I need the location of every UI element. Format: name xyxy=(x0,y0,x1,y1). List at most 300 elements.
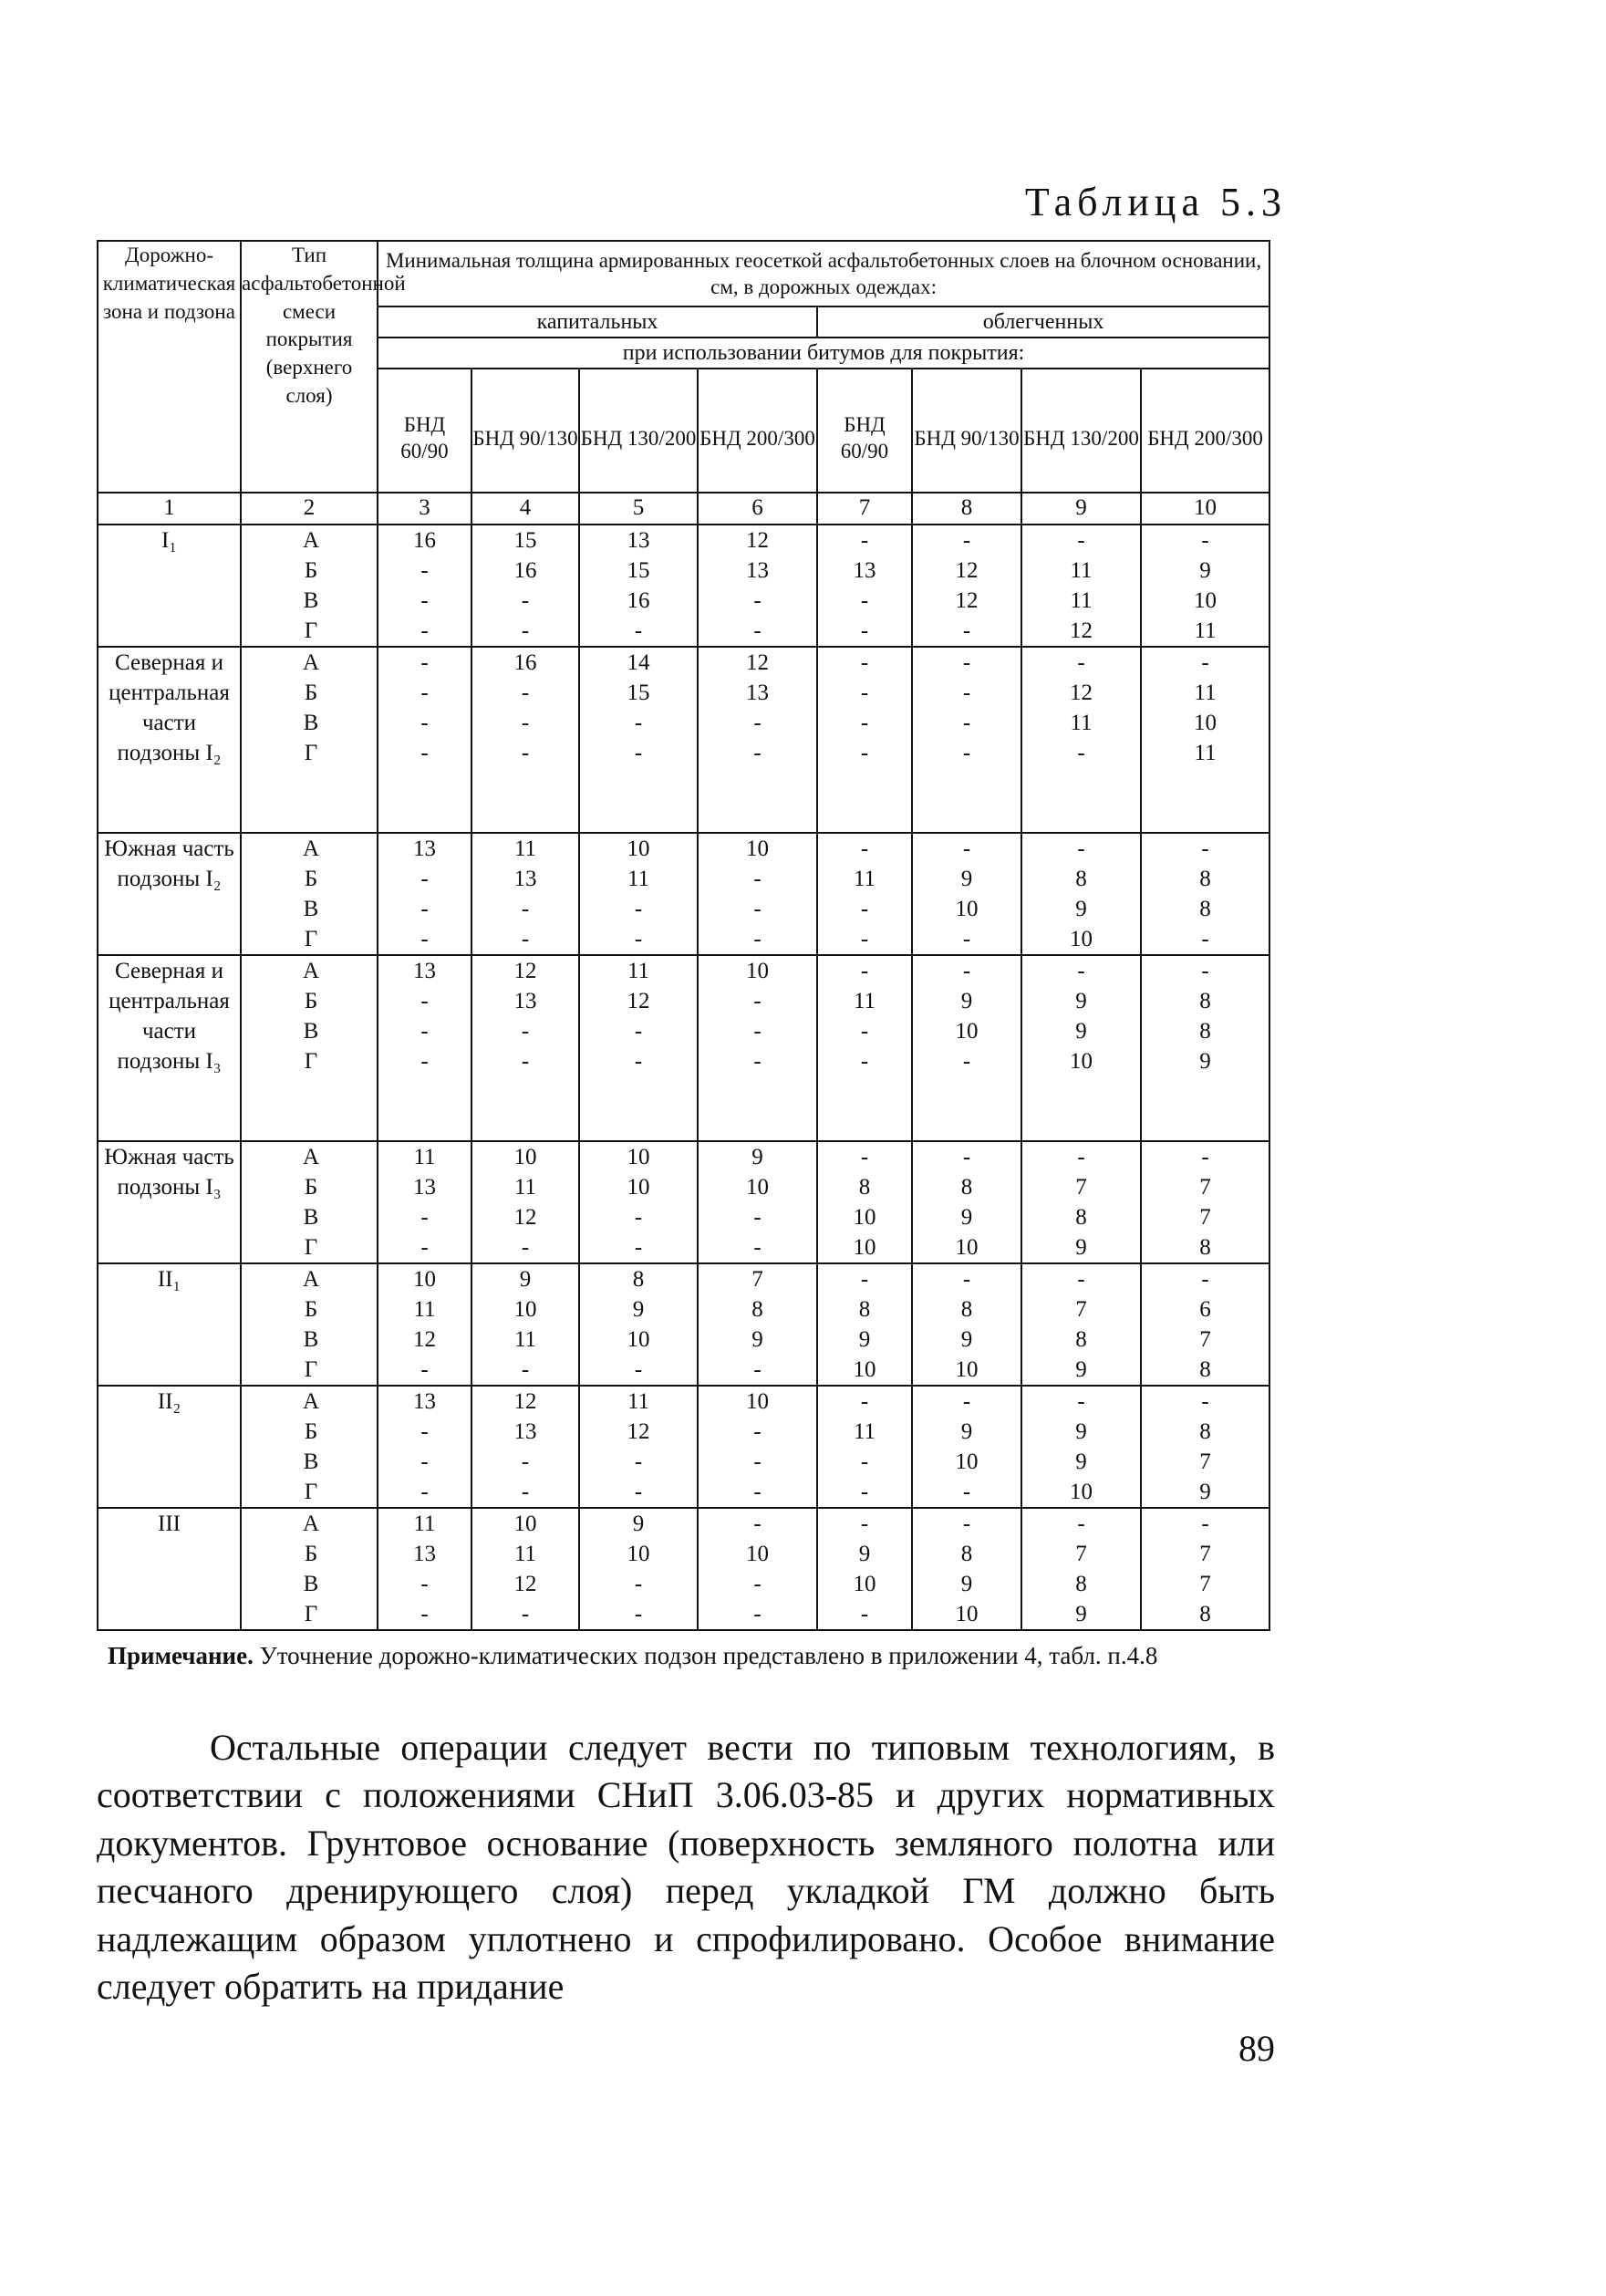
mix-type-cell xyxy=(241,1508,378,1630)
thickness-value: 7 xyxy=(1199,1571,1211,1596)
thickness-value: 9 xyxy=(1075,1018,1087,1044)
thickness-value: 9 xyxy=(1075,1234,1087,1260)
thickness-value: - xyxy=(420,1356,429,1382)
thickness-value: 7 xyxy=(1199,1204,1211,1230)
thickness-value: - xyxy=(962,680,971,705)
mix-type: Г xyxy=(304,618,318,643)
thickness-value: - xyxy=(521,710,530,735)
thickness-value: - xyxy=(962,958,971,983)
thickness-value: 9 xyxy=(960,1326,973,1352)
note-label: Примечание. xyxy=(108,1642,254,1669)
thickness-value: 16 xyxy=(413,527,436,553)
mix-type-cell xyxy=(241,833,378,955)
thickness-value: - xyxy=(962,1479,971,1504)
thickness-value: - xyxy=(753,896,762,921)
thickness-value: - xyxy=(962,527,971,553)
header-light: облегченных xyxy=(817,306,1269,338)
thickness-value: 12 xyxy=(1070,618,1093,643)
thickness-value: - xyxy=(1201,1266,1209,1292)
thickness-value: - xyxy=(634,926,643,951)
value-cell xyxy=(1141,525,1269,647)
table-container xyxy=(97,240,1269,1631)
page-number: 89 xyxy=(1238,2028,1275,2069)
mix-type-cell xyxy=(241,647,378,833)
value-cell xyxy=(1021,1263,1141,1386)
value-cell xyxy=(579,1386,698,1508)
table-row xyxy=(98,1386,1269,1508)
mix-type: В xyxy=(303,1449,319,1474)
thickness-value: 10 xyxy=(746,1388,769,1414)
column-number-row xyxy=(98,493,1269,525)
value-cell xyxy=(912,1141,1021,1263)
thickness-value: 11 xyxy=(627,958,650,983)
value-cell xyxy=(817,525,912,647)
thickness-value: - xyxy=(634,740,643,765)
thickness-value: 13 xyxy=(413,1174,436,1200)
thickness-value: - xyxy=(1077,1388,1085,1414)
value-cell xyxy=(1141,955,1269,1141)
thickness-value: 9 xyxy=(751,1144,763,1169)
thickness-value: 9 xyxy=(1199,1048,1211,1074)
thickness-value: 13 xyxy=(853,557,876,583)
thickness-value: 8 xyxy=(751,1296,763,1322)
value-cell xyxy=(817,1141,912,1263)
thickness-value: - xyxy=(753,710,762,735)
thickness-value: 10 xyxy=(955,1018,979,1044)
thickness-value: 8 xyxy=(1199,1601,1211,1626)
value-cell xyxy=(1021,955,1141,1141)
thickness-value: - xyxy=(521,680,530,705)
value-cell xyxy=(817,647,912,833)
thickness-value: - xyxy=(753,1204,762,1230)
thickness-value: - xyxy=(962,1048,971,1074)
thickness-value: 11 xyxy=(513,1541,537,1566)
thickness-value: - xyxy=(420,1018,429,1044)
thickness-value: - xyxy=(753,988,762,1013)
thickness-value: 11 xyxy=(1070,710,1093,735)
thickness-value: 9 xyxy=(1075,896,1087,921)
thickness-value: 8 xyxy=(632,1266,645,1292)
zone-cell: II₁ xyxy=(98,1263,241,1386)
value-cell xyxy=(698,1141,817,1263)
mix-type: Б xyxy=(304,1418,318,1444)
value-cell xyxy=(579,833,698,955)
thickness-value: - xyxy=(753,1571,762,1596)
thickness-value: - xyxy=(420,988,429,1013)
thickness-value: 10 xyxy=(1070,926,1093,951)
thickness-value: - xyxy=(753,1356,762,1382)
thickness-value: - xyxy=(1201,958,1209,983)
thickness-value: 11 xyxy=(853,866,876,891)
thickness-value: 10 xyxy=(746,1541,769,1566)
thickness-value: - xyxy=(962,926,971,951)
mix-type: Б xyxy=(304,1541,318,1566)
thickness-value: 13 xyxy=(413,1388,436,1414)
mix-type: Г xyxy=(304,1234,318,1260)
thickness-value: 15 xyxy=(513,527,537,553)
thickness-value: 10 xyxy=(1070,1048,1093,1074)
thickness-value: - xyxy=(634,1018,643,1044)
thickness-value: - xyxy=(1077,1144,1085,1169)
mix-type: А xyxy=(302,1388,320,1414)
thickness-value: 12 xyxy=(627,988,650,1013)
thickness-value: 9 xyxy=(960,1204,973,1230)
thickness-value: - xyxy=(753,1449,762,1474)
body-paragraph: Остальные операции следует вести по типовым технологиям, в соответствии с положениями СНиП 3.06.03-85 и других нормативных документов. Грунтовое основание (поверхность земляного полотна или песчаного дренирующего слоя) перед укладкой ГМ должно быть надлежащим образом уплотнено и спрофилировано. Особое внимание следует обратить на придание xyxy=(97,1727,1275,2007)
thickness-value: 11 xyxy=(413,1144,436,1169)
thickness-value: 8 xyxy=(1199,988,1211,1013)
mix-type-cell xyxy=(241,1263,378,1386)
value-cell xyxy=(817,955,912,1141)
thickness-value: 10 xyxy=(627,1326,650,1352)
thickness-value: 7 xyxy=(1075,1296,1087,1322)
mix-type: В xyxy=(303,896,319,921)
mix-type-cell xyxy=(241,525,378,647)
thickness-value: 10 xyxy=(955,1234,979,1260)
thickness-value: 12 xyxy=(513,958,537,983)
thickness-value: - xyxy=(860,680,869,705)
value-cell xyxy=(579,525,698,647)
table-row xyxy=(98,525,1269,647)
zone-cell: Южная часть подзоны I₂ xyxy=(98,833,241,955)
column-number: 2 xyxy=(241,493,378,525)
thickness-value: - xyxy=(860,926,869,951)
thickness-value: 11 xyxy=(513,1326,537,1352)
thickness-value: - xyxy=(420,926,429,951)
value-cell xyxy=(698,647,817,833)
thickness-value: - xyxy=(1201,1388,1209,1414)
zone-cell: III xyxy=(98,1508,241,1630)
thickness-value: 9 xyxy=(1075,1356,1087,1382)
thickness-value: 11 xyxy=(1194,740,1217,765)
thickness-value: 8 xyxy=(1075,866,1087,891)
value-cell xyxy=(378,1141,471,1263)
mix-type: Г xyxy=(304,926,318,951)
thickness-value: 9 xyxy=(1075,988,1087,1013)
thickness-value: 13 xyxy=(746,680,769,705)
thickness-value: 7 xyxy=(1199,1326,1211,1352)
mix-type-cell xyxy=(241,955,378,1141)
column-number: 4 xyxy=(471,493,579,525)
thickness-value: - xyxy=(860,958,869,983)
value-cell xyxy=(912,955,1021,1141)
thickness-value: 9 xyxy=(632,1296,645,1322)
thickness-value: - xyxy=(420,1449,429,1474)
thickness-value: - xyxy=(753,1601,762,1626)
thickness-value: 10 xyxy=(746,1174,769,1200)
thickness-value: - xyxy=(420,1479,429,1504)
thickness-value: 13 xyxy=(513,866,537,891)
thickness-value: - xyxy=(634,1571,643,1596)
thickness-value: - xyxy=(753,1048,762,1074)
value-cell xyxy=(912,1386,1021,1508)
thickness-value: 7 xyxy=(1075,1541,1087,1566)
thickness-value: 10 xyxy=(627,1144,650,1169)
value-cell xyxy=(1021,525,1141,647)
thickness-value: 9 xyxy=(858,1541,871,1566)
value-cell xyxy=(1141,1508,1269,1630)
value-cell xyxy=(378,833,471,955)
thickness-value: 10 xyxy=(513,1511,537,1536)
thickness-value: 8 xyxy=(1199,1356,1211,1382)
value-cell xyxy=(1021,1508,1141,1630)
value-cell xyxy=(817,1386,912,1508)
thickness-value: - xyxy=(634,1234,643,1260)
thickness-value: 8 xyxy=(1075,1571,1087,1596)
thickness-value: 16 xyxy=(513,557,537,583)
thickness-value: 8 xyxy=(1199,866,1211,891)
value-cell xyxy=(471,1508,579,1630)
thickness-value: - xyxy=(962,649,971,675)
thickness-value: 8 xyxy=(1075,1326,1087,1352)
thickness-value: 10 xyxy=(513,1144,537,1169)
table-row xyxy=(98,833,1269,955)
mix-type: В xyxy=(303,1018,319,1044)
column-number: 5 xyxy=(579,493,698,525)
thickness-value: - xyxy=(1077,836,1085,861)
thickness-value: 10 xyxy=(853,1356,876,1382)
thickness-value: - xyxy=(420,740,429,765)
value-cell xyxy=(1021,647,1141,833)
thickness-value: - xyxy=(753,740,762,765)
thickness-value: - xyxy=(420,649,429,675)
value-cell xyxy=(378,1386,471,1508)
thickness-value: 12 xyxy=(627,1418,650,1444)
thickness-value: 10 xyxy=(955,1449,979,1474)
thickness-value: 8 xyxy=(858,1296,871,1322)
value-cell xyxy=(1021,1386,1141,1508)
value-cell xyxy=(471,1263,579,1386)
thickness-value: - xyxy=(860,527,869,553)
mix-type: Г xyxy=(304,1048,318,1074)
thickness-value: 12 xyxy=(746,527,769,553)
thickness-value: - xyxy=(1077,1266,1085,1292)
thickness-value: - xyxy=(1201,1511,1209,1536)
thickness-value: 8 xyxy=(1075,1204,1087,1230)
thickness-value: - xyxy=(1077,740,1085,765)
thickness-value: - xyxy=(521,1018,530,1044)
thickness-value: 7 xyxy=(1199,1449,1211,1474)
thickness-value: 9 xyxy=(960,1571,973,1596)
thickness-value: 10 xyxy=(853,1234,876,1260)
thickness-value: - xyxy=(962,836,971,861)
thickness-value: 11 xyxy=(413,1296,436,1322)
mix-type: В xyxy=(303,710,319,735)
header-bnd-8: БНД 90/130 xyxy=(912,369,1021,493)
thickness-value: 12 xyxy=(955,557,979,583)
mix-type: В xyxy=(303,587,319,613)
thickness-value: - xyxy=(521,1048,530,1074)
value-cell xyxy=(1141,1386,1269,1508)
zone-cell: I₁ xyxy=(98,525,241,647)
thickness-value: - xyxy=(962,1266,971,1292)
value-cell xyxy=(912,1263,1021,1386)
thickness-value: 9 xyxy=(632,1511,645,1536)
thickness-value: - xyxy=(753,926,762,951)
thickness-value: - xyxy=(1201,527,1209,553)
thickness-value: - xyxy=(521,740,530,765)
thickness-value: - xyxy=(860,1511,869,1536)
thickness-value: - xyxy=(420,1048,429,1074)
thickness-value: - xyxy=(860,618,869,643)
thickness-value: 10 xyxy=(853,1571,876,1596)
thickness-value: - xyxy=(753,1479,762,1504)
column-number: 3 xyxy=(378,493,471,525)
zone-cell: Южная часть подзоны I₃ xyxy=(98,1141,241,1263)
thickness-value: - xyxy=(521,1356,530,1382)
thickness-value: - xyxy=(860,740,869,765)
thickness-value: 12 xyxy=(746,649,769,675)
value-cell xyxy=(912,525,1021,647)
thickness-value: - xyxy=(962,1144,971,1169)
thickness-value: - xyxy=(860,1388,869,1414)
thickness-value: - xyxy=(420,1418,429,1444)
zone-cell: Северная и центральная части подзоны I₂ xyxy=(98,647,241,833)
thickness-value: - xyxy=(420,866,429,891)
thickness-value: - xyxy=(420,1234,429,1260)
thickness-value: - xyxy=(753,1234,762,1260)
thickness-value: - xyxy=(860,896,869,921)
zone-cell: Северная и центральная части подзоны I₃ xyxy=(98,955,241,1141)
thickness-value: 9 xyxy=(960,988,973,1013)
thickness-value: 10 xyxy=(853,1204,876,1230)
thickness-value: - xyxy=(634,1601,643,1626)
thickness-value: - xyxy=(521,1234,530,1260)
thickness-value: 9 xyxy=(1199,557,1211,583)
thickness-value: - xyxy=(521,587,530,613)
mix-type-cell xyxy=(241,1386,378,1508)
thickness-value: 12 xyxy=(1070,680,1093,705)
thickness-value: - xyxy=(521,926,530,951)
value-cell xyxy=(698,525,817,647)
thickness-value: 11 xyxy=(413,1511,436,1536)
mix-type: Б xyxy=(304,1174,318,1200)
value-cell xyxy=(698,1263,817,1386)
thickness-value: 9 xyxy=(751,1326,763,1352)
value-cell xyxy=(471,833,579,955)
table-row xyxy=(98,1141,1269,1263)
thickness-value: 10 xyxy=(955,896,979,921)
thickness-value: - xyxy=(753,618,762,643)
thickness-value: - xyxy=(962,1511,971,1536)
thickness-value: 7 xyxy=(1199,1174,1211,1200)
thickness-value: 10 xyxy=(513,1296,537,1322)
column-number: 1 xyxy=(98,493,241,525)
mix-type: Б xyxy=(304,1296,318,1322)
thickness-value: - xyxy=(634,1048,643,1074)
thickness-value: 11 xyxy=(1070,557,1093,583)
thickness-value: 12 xyxy=(513,1204,537,1230)
header-bnd-5: БНД 130/200 xyxy=(579,369,698,493)
thickness-value: 8 xyxy=(960,1541,973,1566)
thickness-value: 11 xyxy=(627,866,650,891)
thickness-value: 13 xyxy=(513,1418,537,1444)
thickness-value: 8 xyxy=(960,1296,973,1322)
thickness-value: - xyxy=(860,587,869,613)
thickness-value: - xyxy=(753,1018,762,1044)
thickness-value: 10 xyxy=(1194,587,1217,613)
table-row xyxy=(98,955,1269,1141)
value-cell xyxy=(817,1508,912,1630)
value-cell xyxy=(698,1386,817,1508)
thickness-value: - xyxy=(420,587,429,613)
value-cell xyxy=(471,1386,579,1508)
mix-type: Г xyxy=(304,1356,318,1382)
table-note xyxy=(108,1640,1275,1672)
thickness-value: - xyxy=(860,1018,869,1044)
thickness-value: - xyxy=(962,710,971,735)
mix-type: Г xyxy=(304,1479,318,1504)
mix-type: А xyxy=(302,836,320,861)
thickness-value: - xyxy=(521,618,530,643)
value-cell xyxy=(912,1508,1021,1630)
column-number: 9 xyxy=(1021,493,1141,525)
thickness-value: - xyxy=(420,1571,429,1596)
thickness-value: 9 xyxy=(960,866,973,891)
table-row xyxy=(98,647,1269,833)
column-number: 6 xyxy=(698,493,817,525)
thickness-value: 12 xyxy=(413,1326,436,1352)
header-bitumen: при использовании битумов для покрытия: xyxy=(378,338,1269,369)
thickness-value: 10 xyxy=(413,1266,436,1292)
thickness-value: - xyxy=(420,680,429,705)
thickness-value: - xyxy=(420,1204,429,1230)
column-number: 10 xyxy=(1141,493,1269,525)
thickness-value: 10 xyxy=(955,1601,979,1626)
value-cell xyxy=(579,1141,698,1263)
thickness-value: - xyxy=(521,1479,530,1504)
thickness-value: - xyxy=(420,710,429,735)
thickness-value: 12 xyxy=(513,1388,537,1414)
table-title: Таблица 5.3 xyxy=(1024,180,1287,224)
thickness-value: - xyxy=(634,1204,643,1230)
note-text: Уточнение дорожно-климатических подзон представлено в приложении 4, табл. п.4.8 xyxy=(253,1642,1158,1669)
header-bnd-7: БНД 60/90 xyxy=(817,369,912,493)
thickness-value: - xyxy=(1077,958,1085,983)
mix-type: В xyxy=(303,1571,319,1596)
thickness-value: - xyxy=(860,1266,869,1292)
value-cell xyxy=(471,955,579,1141)
mix-type: А xyxy=(302,1266,320,1292)
thickness-value: - xyxy=(860,1048,869,1074)
value-cell xyxy=(698,955,817,1141)
value-cell xyxy=(471,525,579,647)
thickness-value: 16 xyxy=(627,587,650,613)
header-capital: капитальных xyxy=(378,306,817,338)
thickness-value: 10 xyxy=(627,836,650,861)
thickness-value: 16 xyxy=(513,649,537,675)
thickness-value: - xyxy=(634,710,643,735)
value-cell xyxy=(579,955,698,1141)
thickness-value: 9 xyxy=(519,1266,532,1292)
thickness-value: 8 xyxy=(1199,1018,1211,1044)
thickness-value: 10 xyxy=(1194,710,1217,735)
thickness-value: 7 xyxy=(1199,1541,1211,1566)
mix-type: А xyxy=(302,1511,320,1536)
value-cell xyxy=(912,833,1021,955)
thickness-table xyxy=(97,240,1270,1631)
thickness-value: - xyxy=(1077,527,1085,553)
header-zone: Дорожно-климатическая зона и подзона xyxy=(98,241,241,493)
mix-type: Б xyxy=(304,866,318,891)
header-bnd-6: БНД 200/300 xyxy=(698,369,817,493)
thickness-value: 13 xyxy=(627,527,650,553)
thickness-value: - xyxy=(962,740,971,765)
value-cell xyxy=(378,525,471,647)
header-bnd-10: БНД 200/300 xyxy=(1141,369,1269,493)
thickness-value: 13 xyxy=(413,836,436,861)
table-row xyxy=(98,1263,1269,1386)
